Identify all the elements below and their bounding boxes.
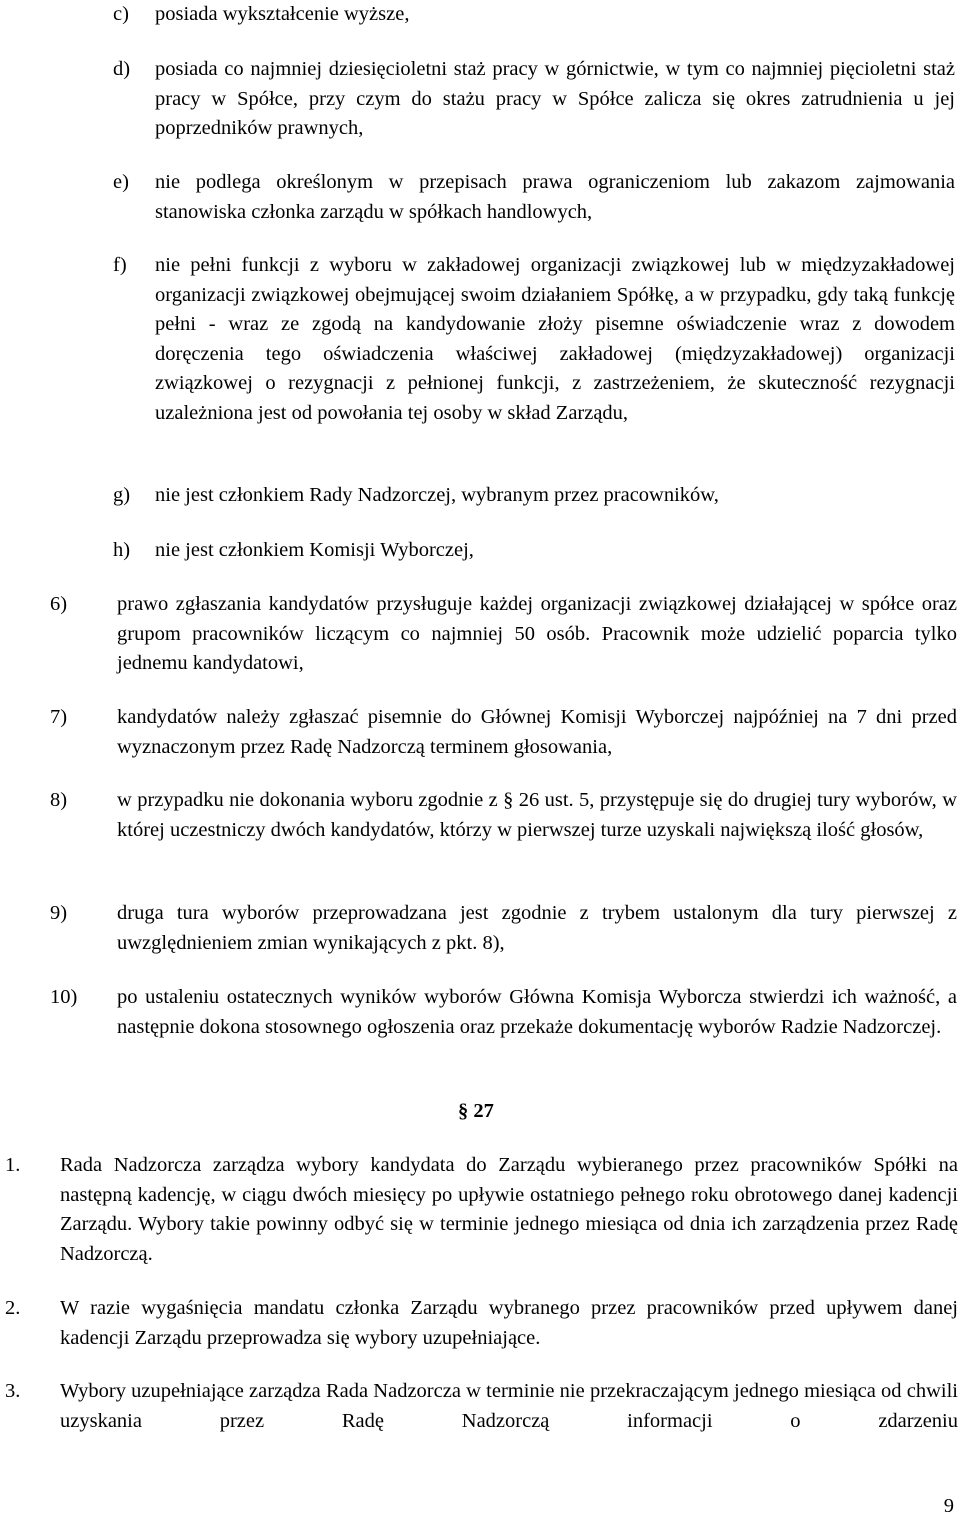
list-item-label: e) <box>113 171 129 193</box>
list-item-label: f) <box>113 254 127 276</box>
list-item-text: posiada co najmniej dziesięcioletni staż pracy w górnictwie, w tym co najmniej pięcioletni staż pracy w Spółce, przy czym do stażu pracy w Spółce zalicza się okres zatrudnienia u jej poprzedników prawnych, <box>155 58 955 140</box>
list-item-text: po ustaleniu ostatecznych wyników wyborów Główna Komisja Wyborcza stwierdzi ich ważność, a następnie dokona stosownego ogłoszenia oraz przekaże dokumentację wyborów Radzie Nadzorczej. <box>117 986 957 1038</box>
list-item-10 <box>50 983 957 1042</box>
paragraph-text: Rada Nadzorcza zarządza wybory kandydata do Zarządu wybieranego przez pracowników Spółki na następną kadencję, w ciągu dwóch miesięcy po upływie ostatniego pełnego roku obrotowego danej kadencji Zarządu. Wybory takie powinny odbyć się w terminie jednego miesiąca od dnia ich zarządzenia przez Radę Nadzorczą. <box>60 1154 958 1265</box>
paragraph-text: W razie wygaśnięcia mandatu członka Zarządu wybranego przez pracowników przed upływem danej kadencji Zarządu przeprowadza się wybory uzupełniające. <box>60 1297 958 1349</box>
paragraph-1 <box>5 1151 958 1269</box>
list-item-text: nie pełni funkcji z wyboru w zakładowej organizacji związkowej lub w międzyzakładowej organizacji związkowej obejmującej swoim działaniem Spółkę, a w przypadku, gdy taką funkcję pełni - wraz ze zgodą na kandydowanie złoży pisemne oświadczenie wraz z dowodem doręczenia tego oświadczenia właściwej zakładowej (międzyzakładowej) organizacji związkowej o rezygnacji z pełnionej funkcji, z zastrzeżeniem, że skuteczność rezygnacji uzależniona jest od powołania tej osoby w skład Zarządu, <box>155 254 955 424</box>
list-item-text: posiada wykształcenie wyższe, <box>155 3 410 25</box>
list-item-text: nie podlega określonym w przepisach prawa ograniczeniom lub zakazom zajmowania stanowiska członka zarządu w spółkach handlowych, <box>155 171 955 223</box>
list-item-7 <box>50 703 957 762</box>
page-number: 9 <box>943 1495 954 1517</box>
paragraph-text: Wybory uzupełniające zarządza Rada Nadzorcza w terminie nie przekraczającym jednego miesiąca od chwili uzyskania przez Radę Nadzorczą informacji o zdarzeniu <box>60 1380 958 1432</box>
paragraph-label: 2. <box>5 1297 21 1319</box>
list-item-label: h) <box>113 539 131 561</box>
list-item-text: nie jest członkiem Rady Nadzorczej, wybranym przez pracowników, <box>155 484 719 506</box>
list-item-label: 10) <box>50 986 78 1008</box>
paragraph-3 <box>5 1377 958 1436</box>
list-item-6 <box>50 590 957 679</box>
list-item-text: nie jest członkiem Komisji Wyborczej, <box>155 539 474 561</box>
list-item-text: kandydatów należy zgłaszać pisemnie do Głównej Komisji Wyborczej najpóźniej na 7 dni przed wyznaczonym przez Radę Nadzorczą terminem głosowania, <box>117 706 957 758</box>
list-item-9 <box>50 899 957 958</box>
list-item-label: c) <box>113 3 129 25</box>
list-item-d <box>113 55 955 144</box>
list-item-text: prawo zgłaszania kandydatów przysługuje każdej organizacji związkowej działającej w spółce oraz grupom pracowników liczącym co najmniej 50 osób. Pracownik może udzielić poparcia tylko jednemu kandydatowi, <box>117 593 957 675</box>
list-item-c <box>113 0 955 30</box>
list-item-8 <box>50 786 957 845</box>
list-item-label: 8) <box>50 789 68 811</box>
list-item-text: druga tura wyborów przeprowadzana jest zgodnie z trybem ustalonym dla tury pierwszej z uwzględnieniem zmian wynikających z pkt. 8), <box>117 902 957 954</box>
list-item-f <box>113 251 955 429</box>
list-item-label: 6) <box>50 593 68 615</box>
list-item-g <box>113 481 955 511</box>
paragraph-label: 3. <box>5 1380 21 1402</box>
section-heading: § 27 <box>458 1100 494 1122</box>
list-item-text: w przypadku nie dokonania wyboru zgodnie z § 26 ust. 5, przystępuje się do drugiej tury wyborów, w której uczestniczy dwóch kandydatów, którzy w pierwszej turze uzyskali największą ilość głosów, <box>117 789 957 841</box>
list-item-label: g) <box>113 484 131 506</box>
list-item-label: 7) <box>50 706 68 728</box>
paragraph-label: 1. <box>5 1154 21 1176</box>
list-item-e <box>113 168 955 227</box>
list-item-label: d) <box>113 58 131 80</box>
list-item-h <box>113 536 955 566</box>
paragraph-2 <box>5 1294 958 1353</box>
list-item-label: 9) <box>50 902 68 924</box>
